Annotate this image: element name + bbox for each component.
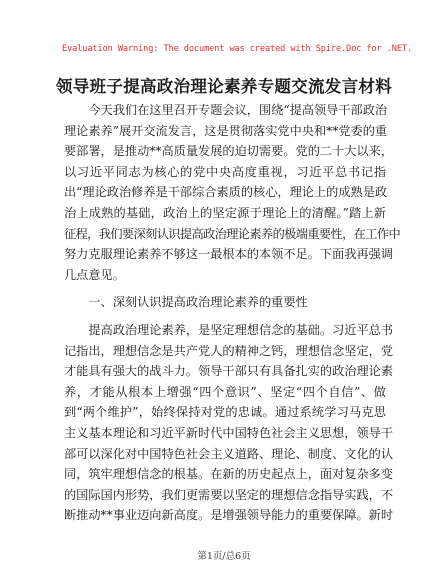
text-line: 断推动**事业迈向新高度。是增强领导能力的重要保障。新时	[64, 508, 394, 523]
text-line: 几点意见。	[64, 267, 125, 282]
text-line: 今天我们在这里召开专题会议，围绕“提高领导干部政治	[64, 103, 388, 117]
text-line: 部可以深化对中国特色社会主义道路、理论、制度、文化的认	[64, 446, 394, 461]
section-heading: 一、深刻认识提高政治理论素养的重要性	[64, 295, 308, 310]
page-number: 第1页/总6页	[197, 551, 251, 562]
text-line: 到“两个维护”，始终保持对党的忠诚。通过系统学习马克思	[64, 405, 386, 420]
text-line: 提高政治理论素养，是坚定理想信念的基础。习近平总书	[64, 322, 394, 337]
text-line: 记指出，理想信念是共产党人的精神之钙，理想信念坚定，党	[64, 343, 394, 358]
text-line: 理论素养”展开交流发言，这是贯彻落实党中央和**党委的重	[64, 123, 388, 138]
text-line: 出“理论政治修养是干部综合素质的核心，理论上的成熟是政	[64, 185, 388, 200]
text-line: 治上成熟的基础，政治上的坚定源于理论上的清醒。”踏上新	[64, 205, 386, 220]
text-line: 才能具有强大的战斗力。领导干部只有具备扎实的政治理论素	[64, 364, 394, 379]
text-line: 养，才能从根本上增强“四个意识”、坚定“四个自信”、做	[64, 384, 386, 399]
text-line: 以习近平同志为核心的党中央高度重视，习近平总书记指	[64, 164, 386, 179]
text-line: 主义基本理论和习近平新时代中国特色社会主义思想，领导干	[64, 425, 394, 440]
text-line: 征程，我们要深刻认识提高政治理论素养的极端重要性，在工作中	[64, 226, 401, 241]
paragraph-section-one	[64, 320, 394, 526]
document-title: 领导班子提高政治理论素养专题交流发言材料	[56, 77, 392, 96]
text-line: 的国际国内形势，我们更需要以坚定的理想信念指导实践，不	[64, 487, 394, 502]
text-line: 同，筑牢理想信念的根基。在新的历史起点上，面对复杂多变	[64, 467, 394, 482]
evaluation-warning: Evaluation Warning: The document was created with Spire.Doc for .NET.	[62, 44, 413, 54]
document-body	[64, 100, 401, 526]
text-line: 努力克服理论素养不够这一最根本的本领不足。下面我再强调	[64, 247, 394, 262]
paragraph-intro	[64, 100, 401, 285]
text-line: 要部署，是推动**高质量发展的迫切需要。党的二十大以来，	[64, 144, 394, 159]
